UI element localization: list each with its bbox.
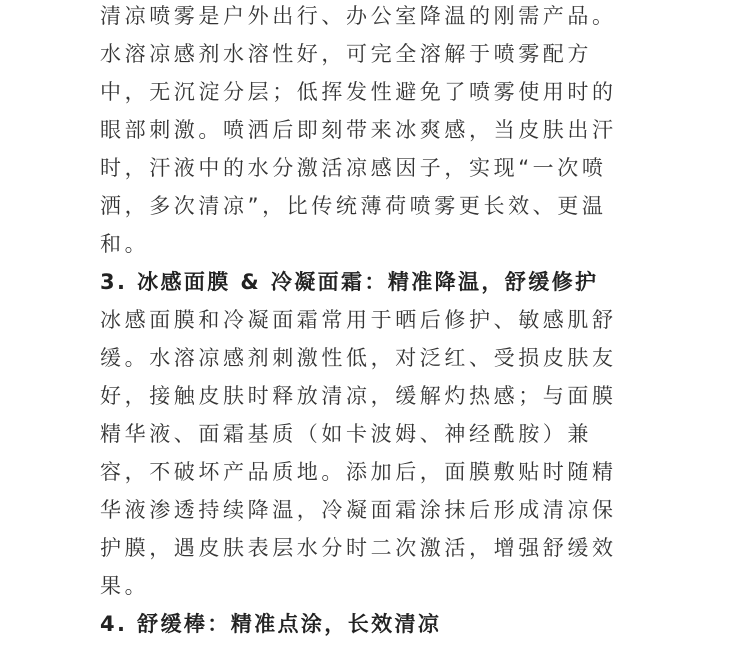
section-heading-3: 3. 冰感面膜 & 冷凝面霜：精准降温，舒缓修护 [100,270,599,294]
text-line: 水溶凉感剂水溶性好，可完全溶解于喷雾配方 [100,42,592,66]
text-line: 中，无沉淀分层；低挥发性避免了喷雾使用时的 [100,80,617,104]
text-line: 好，接触皮肤时释放清凉，缓解灼热感；与面膜 [100,384,617,408]
text-line: 华液渗透持续降温，冷凝面霜涂抹后形成清凉保 [100,498,617,522]
text-line: 冰感面膜和冷凝面霜常用于晒后修护、敏感肌舒 [100,308,617,332]
article-body [100,0,660,643]
text-line: 和。 [100,232,150,256]
text-line: 果。 [100,574,150,598]
paragraph-ice-mask [100,301,660,605]
text-line: 洒，多次清凉”，比传统薄荷喷雾更长效、更温 [100,194,607,218]
text-line: 清凉喷雾是户外出行、办公室降温的刚需产品。 [100,4,617,28]
paragraph-cooling-spray [100,0,660,263]
text-line: 缓。水溶凉感剂刺激性低，对泛红、受损皮肤友 [100,346,617,370]
text-line: 护膜，遇皮肤表层水分时二次激活，增强舒缓效 [100,536,617,560]
text-line: 容，不破坏产品质地。添加后，面膜敷贴时随精 [100,460,617,484]
text-line: 精华液、面霜基质（如卡波姆、神经酰胺）兼 [100,422,592,446]
text-line: 时，汗液中的水分激活凉感因子，实现“一次喷 [100,156,607,180]
text-line: 眼部刺激。喷洒后即刻带来冰爽感，当皮肤出汗 [100,118,617,142]
section-heading-4: 4. 舒缓棒：精准点涂，长效清凉 [100,612,442,636]
